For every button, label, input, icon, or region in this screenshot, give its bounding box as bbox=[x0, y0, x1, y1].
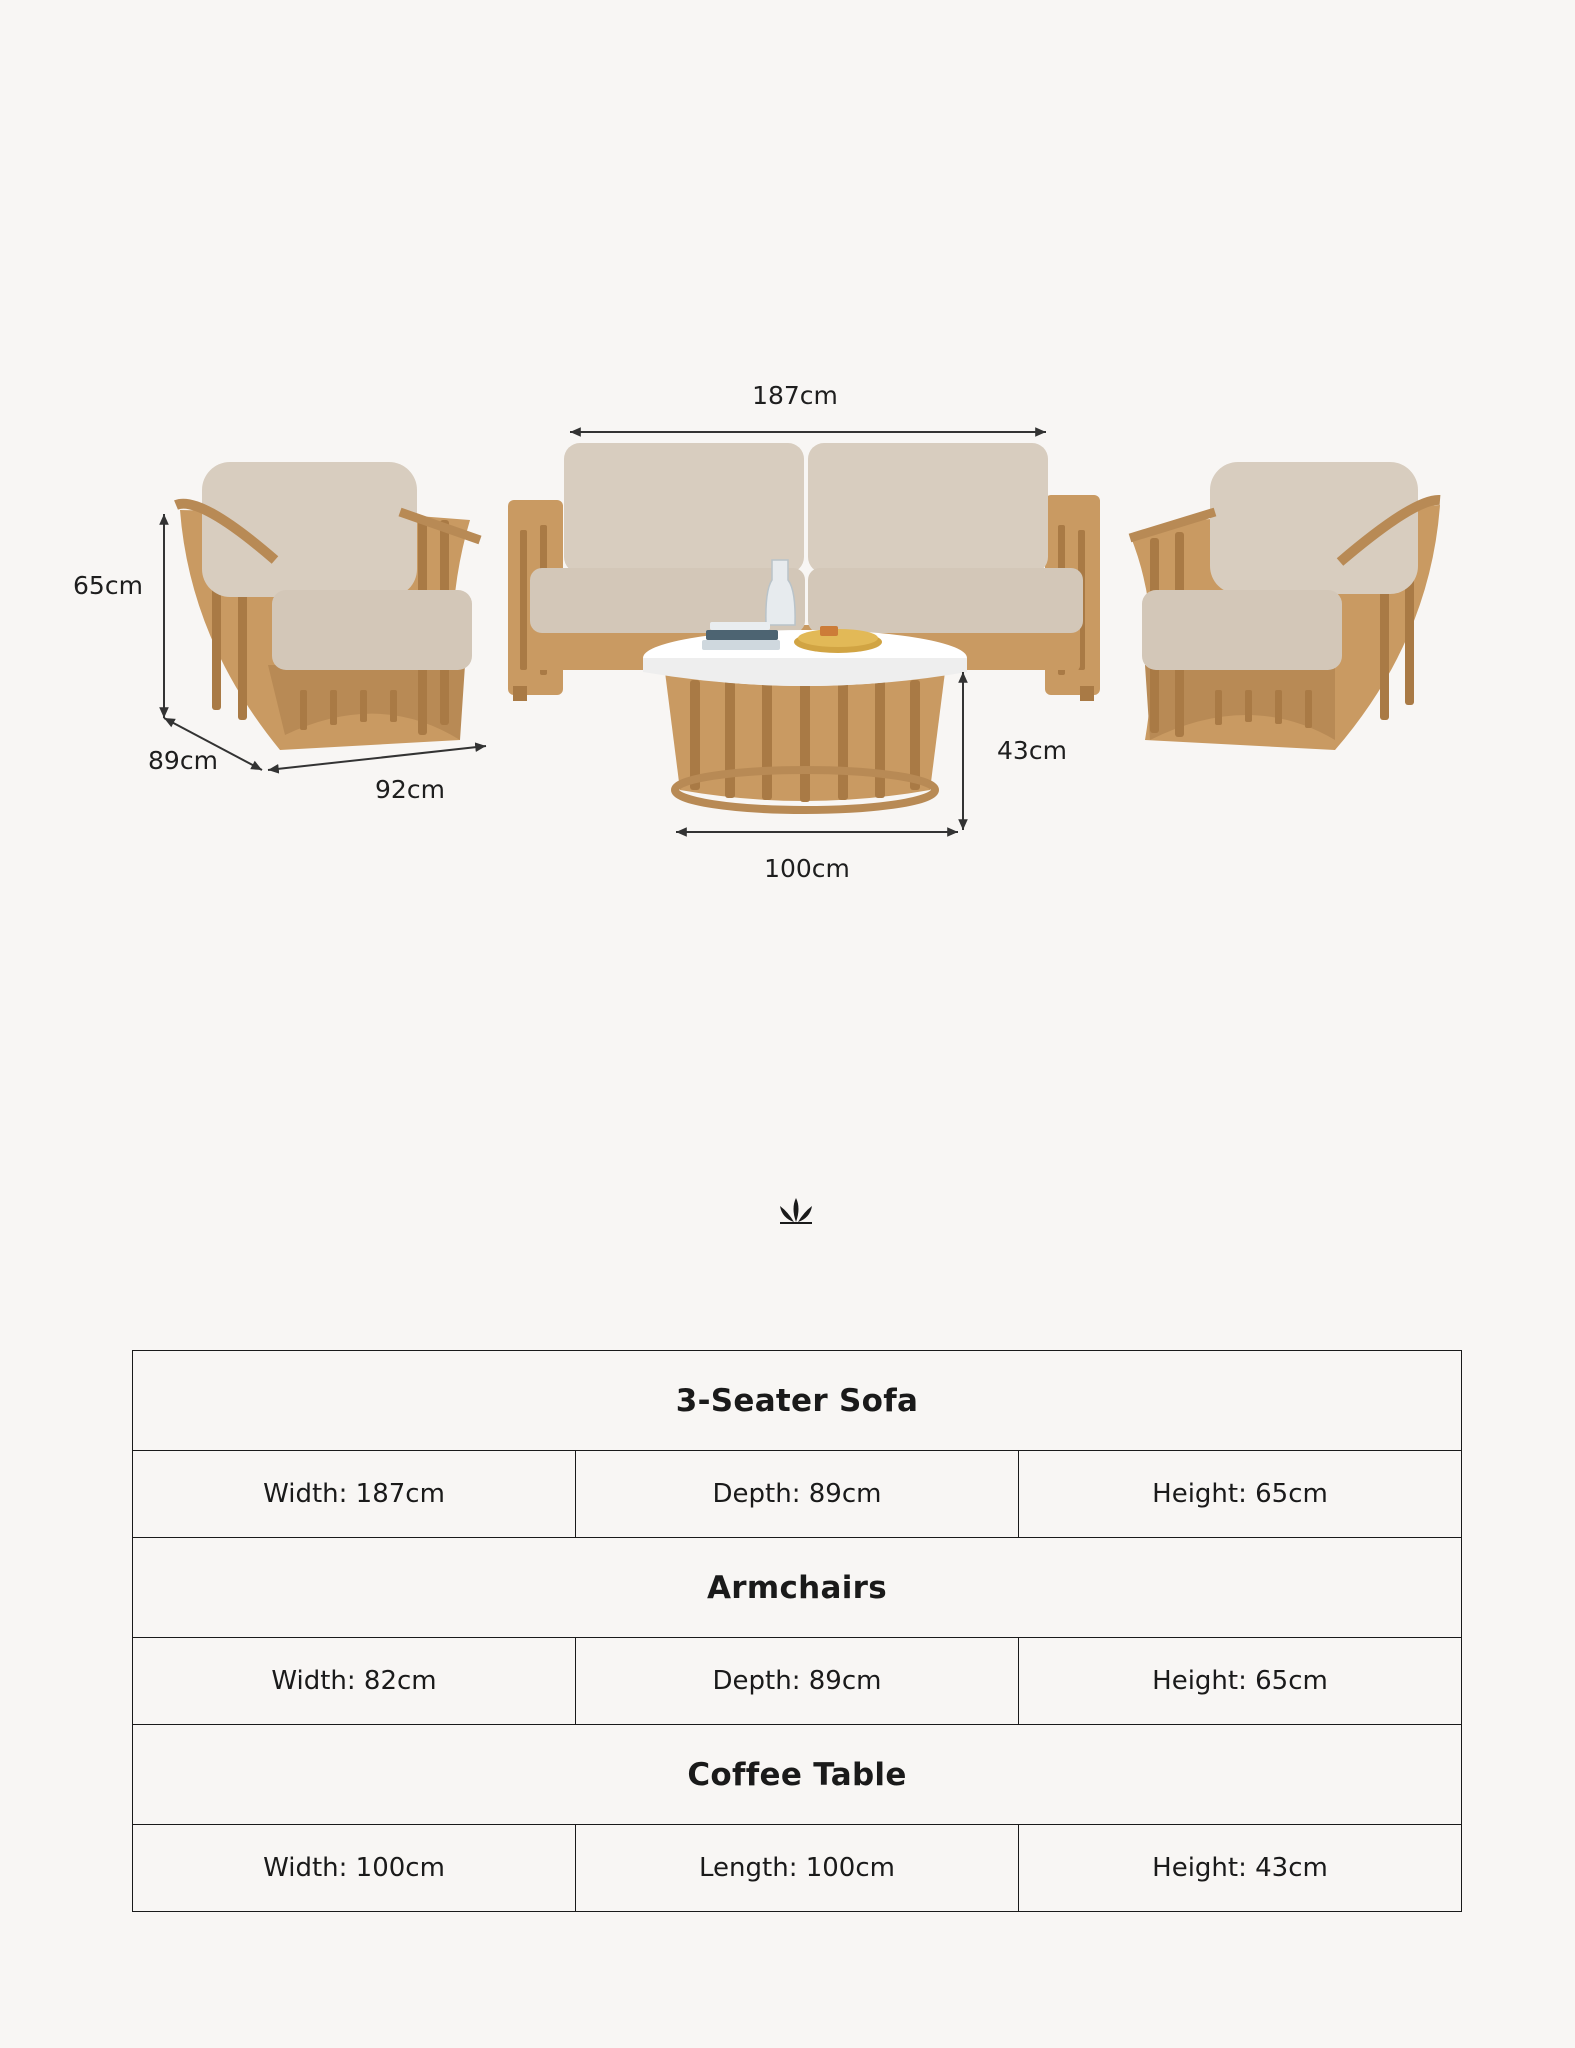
table-width-label: 100cm bbox=[764, 854, 850, 883]
sofa-title: 3-Seater Sofa bbox=[133, 1351, 1462, 1451]
sofa-width-cell: Width: 187cm bbox=[133, 1451, 576, 1538]
armchairs-title: Armchairs bbox=[133, 1538, 1462, 1638]
sofa-width-label: 187cm bbox=[752, 381, 838, 410]
table-height-cell: Height: 43cm bbox=[1019, 1825, 1462, 1912]
furniture-illustration bbox=[0, 0, 1575, 1000]
spec-dims-row bbox=[133, 1451, 1462, 1538]
spec-header-row bbox=[133, 1538, 1462, 1638]
armchair-height-label: 65cm bbox=[73, 571, 143, 600]
coffee-table-title: Coffee Table bbox=[133, 1725, 1462, 1825]
right-armchair bbox=[1130, 462, 1440, 750]
spec-dims-row bbox=[133, 1825, 1462, 1912]
crown-lotus-icon bbox=[776, 1196, 816, 1226]
armchair-depth-cell: Depth: 89cm bbox=[576, 1638, 1019, 1725]
spec-dims-row bbox=[133, 1638, 1462, 1725]
spec-header-row bbox=[133, 1351, 1462, 1451]
sofa-depth-cell: Depth: 89cm bbox=[576, 1451, 1019, 1538]
armchair-width-label: 92cm bbox=[375, 775, 445, 804]
spec-header-row bbox=[133, 1725, 1462, 1825]
table-length-cell: Length: 100cm bbox=[576, 1825, 1019, 1912]
armchair-depth-label: 89cm bbox=[148, 746, 218, 775]
left-armchair bbox=[176, 462, 480, 750]
armchair-height-cell: Height: 65cm bbox=[1019, 1638, 1462, 1725]
table-height-label: 43cm bbox=[997, 736, 1067, 765]
sofa-height-cell: Height: 65cm bbox=[1019, 1451, 1462, 1538]
armchair-width-cell: Width: 82cm bbox=[133, 1638, 576, 1725]
spec-table bbox=[132, 1350, 1462, 1912]
table-width-cell: Width: 100cm bbox=[133, 1825, 576, 1912]
